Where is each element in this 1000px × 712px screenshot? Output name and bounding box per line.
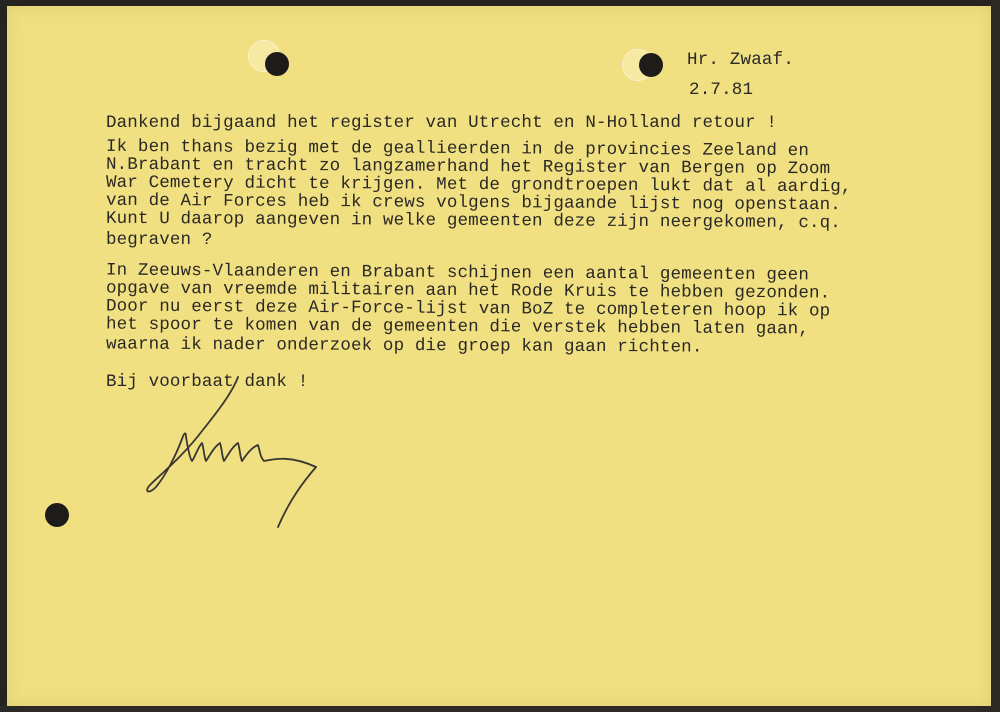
opening-line: Dankend bijgaand het register van Utrecht en N-Holland retour !	[106, 113, 778, 133]
paragraph-1-line: Ik ben thans bezig met de geallieerden in de provincies Zeeland en	[105, 136, 810, 162]
punch-hole	[639, 53, 663, 77]
paragraph-1-line: Kunt U daarop aangeven in welke gemeenten deze zijn neergekomen, c.q.	[105, 208, 842, 234]
punch-hole	[45, 503, 69, 527]
addressee: Hr. Zwaaf.	[687, 50, 795, 70]
paragraph-2-line: opgave van vreemde militairen aan het Rode Kruis te hebben gezonden.	[105, 278, 831, 304]
paragraph-1-line: N.Brabant en tracht zo langzamerhand het Register van Bergen op Zoom	[105, 154, 831, 180]
date: 2.7.81	[689, 80, 754, 100]
paragraph-1-line: van de Air Forces heb ik crews volgens bijgaande lijst nog openstaan.	[105, 190, 842, 216]
closing-line: Bij voorbaat dank !	[106, 372, 309, 392]
paragraph-1-line: War Cemetery dicht te krijgen. Met de grondtroepen lukt dat al aardig,	[105, 172, 852, 198]
paragraph-1-line: begraven ?	[106, 230, 213, 250]
handwritten-signature	[140, 375, 330, 535]
paragraph-2-line: het spoor te komen van de gemeenten die verstek hebben laten gaan,	[105, 314, 810, 340]
paragraph-2-line: In Zeeuws-Vlaanderen en Brabant schijnen een aantal gemeenten geen	[105, 260, 810, 286]
paragraph-2-line: Door nu eerst deze Air-Force-lijst van BoZ te completeren hoop ik op	[105, 296, 831, 322]
paragraph-2-line: waarna ik nader onderzoek op die groep kan gaan richten.	[105, 334, 703, 358]
punch-hole	[265, 52, 289, 76]
scan-edge-bottom	[0, 706, 1000, 712]
scan-edge-right	[991, 0, 1000, 712]
